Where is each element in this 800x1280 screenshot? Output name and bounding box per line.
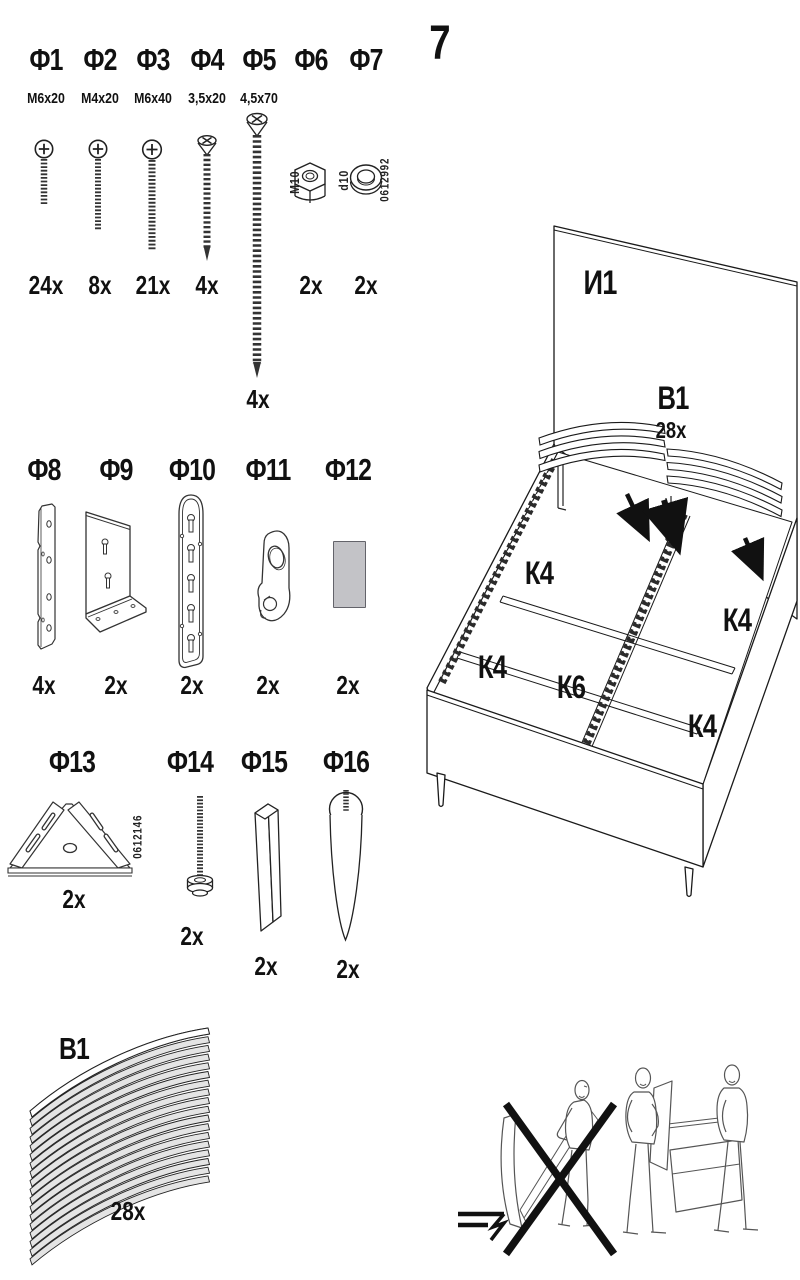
part-qty-f11: 2x (256, 670, 280, 700)
part-qty-f10: 2x (180, 670, 204, 700)
corner-plate-icon (6, 788, 138, 886)
corner-plate-part-code: 0612146 (132, 814, 145, 859)
part-size-f4: 3,5x20 (188, 91, 226, 107)
headboard-label: И1 (583, 264, 617, 302)
part-label-f15: Ф15 (240, 744, 288, 779)
side-rail-label-4: К4 (687, 708, 717, 744)
part-label-f3: Ф3 (136, 42, 170, 77)
part-qty-f15: 2x (254, 951, 278, 981)
part-qty-f4: 4x (195, 270, 219, 300)
part-qty-f2: 8x (88, 270, 112, 300)
bed-assembly-diagram-icon (408, 200, 800, 915)
pan-head-screw-icon (87, 139, 109, 234)
part-label-f1: Ф1 (29, 42, 63, 77)
long-countersunk-screw-icon (244, 112, 270, 382)
part-size-f1: M6x20 (27, 91, 65, 107)
carrying-warning-illustration-icon (446, 1048, 800, 1278)
side-rail-label-1: К4 (524, 555, 554, 591)
part-qty-f12: 2x (336, 670, 360, 700)
page-number: 7 (429, 17, 451, 70)
center-rail-label: К6 (556, 669, 586, 705)
part-label-f13: Ф13 (48, 744, 96, 779)
countersunk-screw-icon (195, 134, 219, 264)
pan-head-screw-icon (33, 139, 55, 209)
part-qty-f6: 2x (299, 270, 323, 300)
part-label-f7: Ф7 (349, 42, 383, 77)
washer-part-code: 0612992 (379, 157, 392, 202)
part-qty-f5: 4x (246, 384, 270, 414)
side-rail-label-3: К4 (722, 602, 752, 638)
part-qty-f13: 2x (62, 884, 86, 914)
slat-stack-qty: 28x (110, 1196, 146, 1226)
part-label-f9: Ф9 (99, 452, 133, 487)
part-size-f3: M6x40 (134, 91, 172, 107)
flat-bracket-icon (29, 502, 61, 654)
part-label-f4: Ф4 (190, 42, 224, 77)
part-label-f6: Ф6 (294, 42, 328, 77)
floor-damage-zigzag (458, 1214, 504, 1240)
square-leg-icon (246, 793, 286, 941)
warning-cross-icon (506, 1104, 614, 1254)
corner-bracket-icon (74, 500, 154, 642)
tapered-leg-icon (325, 784, 367, 952)
part-qty-f3: 21x (135, 270, 171, 300)
slat-stack-icon (22, 1008, 218, 1280)
pan-head-screw-icon (141, 139, 163, 254)
part-size-f2: M4x20 (81, 91, 119, 107)
part-qty-f1: 24x (28, 270, 64, 300)
bed-slats-label: В1 (657, 380, 689, 416)
part-label-f10: Ф10 (168, 452, 216, 487)
felt-pad-icon (333, 541, 366, 608)
part-qty-f14: 2x (180, 921, 204, 951)
slat-stack-label: В1 (58, 1031, 90, 1066)
part-label-f2: Ф2 (83, 42, 117, 77)
hook-plate-icon (248, 526, 294, 638)
bed-slats-qty: 28x (655, 417, 687, 443)
washer-marking-label: d10 (336, 169, 351, 191)
part-label-f16: Ф16 (322, 744, 370, 779)
side-rail-label-2: К4 (477, 649, 507, 685)
part-label-f8: Ф8 (27, 452, 61, 487)
part-label-f14: Ф14 (166, 744, 214, 779)
slat-holder-strip-icon (172, 490, 210, 672)
part-qty-f9: 2x (104, 670, 128, 700)
part-qty-f8: 4x (32, 670, 56, 700)
part-label-f11: Ф11 (245, 452, 291, 487)
part-qty-f7: 2x (354, 270, 378, 300)
part-size-f5: 4,5x70 (240, 91, 278, 107)
warning-carry-scene (623, 1065, 758, 1234)
part-label-f5: Ф5 (242, 42, 276, 77)
part-label-f12: Ф12 (324, 452, 372, 487)
nut-marking-label: M10 (287, 170, 302, 194)
part-qty-f16: 2x (336, 954, 360, 984)
adjustable-foot-icon (180, 790, 220, 912)
